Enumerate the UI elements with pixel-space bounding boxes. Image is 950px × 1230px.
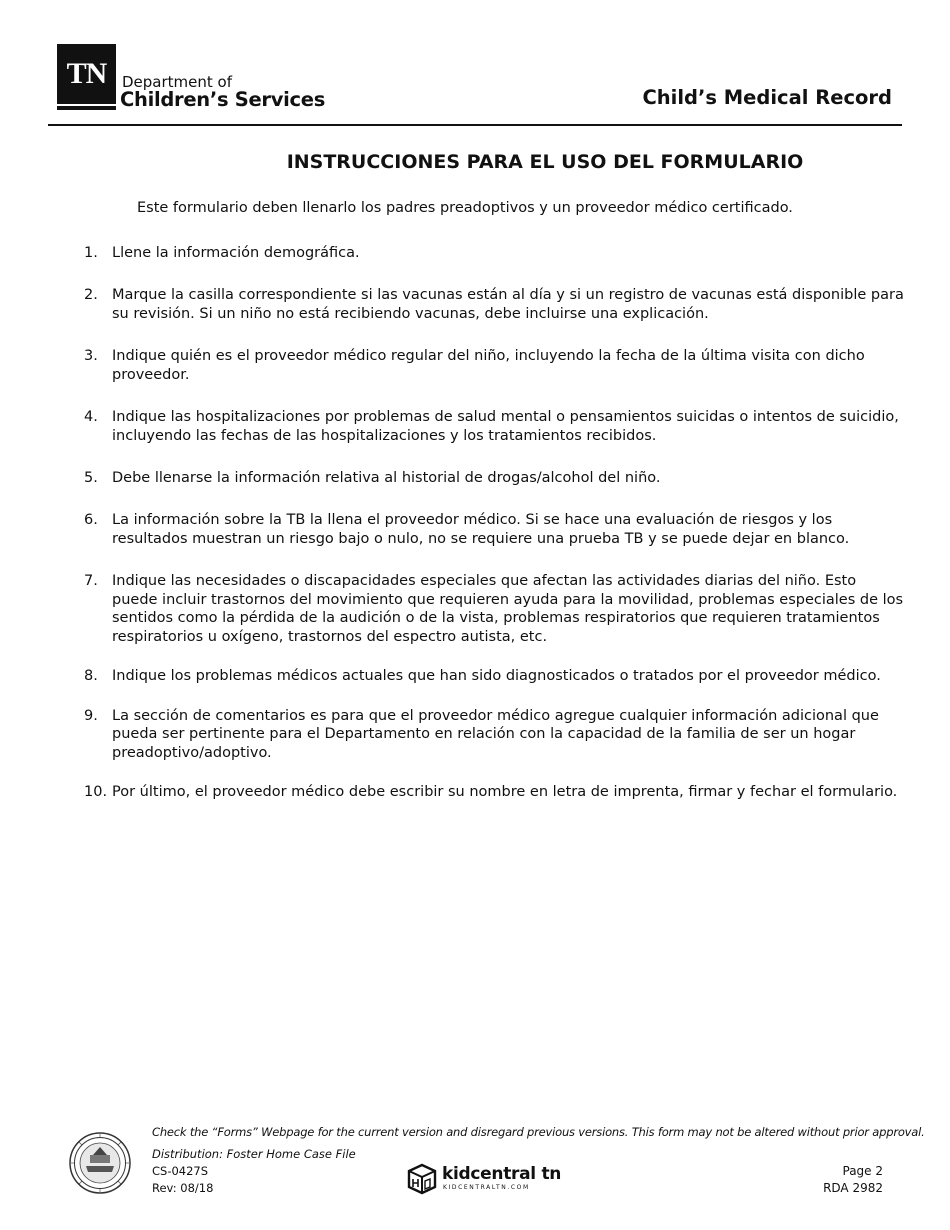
instruction-item [84,408,906,446]
instruction-item [84,469,906,488]
instructions-heading: INSTRUCCIONES PARA EL USO DEL FORMULARIO [286,151,804,173]
instruction-item [84,783,906,802]
department-name-line1: Department of [122,73,232,91]
instructions-list [84,244,906,823]
instruction-text: Indique las hospitalizaciones por problemas de salud mental o pensamientos suicidas o intentos de suicidio, incluyendo las fechas de las hospitalizaciones y los tratamientos recibidos. [112,409,899,444]
tn-logo-mark: TN [57,44,116,104]
instruction-number: 4. [84,409,98,425]
instruction-item [84,707,906,763]
instruction-text: Por último, el proveedor médico debe escribir su nombre en letra de imprenta, firmar y fechar el formulario. [112,784,898,800]
footer-distribution: Distribution: Foster Home Case File [152,1147,356,1161]
instruction-text: Indique los problemas médicos actuales que han sido diagnosticados o tratados por el proveedor médico. [112,668,881,684]
document-title: Child’s Medical Record [642,86,892,109]
instruction-text: Llene la información demográfica. [112,245,360,261]
instruction-number: 7. [84,573,98,589]
instruction-text: Marque la casilla correspondiente si las vacunas están al día y si un registro de vacunas está disponible para su revisión. Si un niño no está recibiendo vacunas, debe incluirse una explicación. [112,287,904,322]
instruction-item [84,511,906,549]
instruction-number: 2. [84,287,98,303]
logo-underline [57,106,116,110]
header-divider [48,124,902,126]
state-seal-icon [69,1132,131,1194]
kidcentral-cube-icon [406,1163,438,1195]
instruction-item [84,244,906,263]
instruction-number: 6. [84,512,98,528]
instruction-item [84,572,906,646]
instruction-number: 3. [84,348,98,364]
department-name-line2: Children’s Services [120,88,326,111]
instruction-text: Indique las necesidades o discapacidades especiales que afectan las actividades diarias del niño. Esto puede incluir trastornos del movimiento que requieren ayuda para la movilidad, problemas especiales de los sentidos como la pérdida de la audición o de la vista, problemas respiratorios que requieren tratamientos respiratorios u oxígeno, trastornos del espectro autista, etc. [112,573,904,645]
kidcentral-logo [406,1163,562,1195]
footer-form-number: CS-0427S [152,1164,209,1178]
instruction-number: 9. [84,707,98,724]
instruction-item [84,286,906,324]
instructions-intro: Este formulario deben llenarlo los padres preadoptivos y un proveedor médico certificado. [137,200,793,216]
instruction-number: 10. [84,784,108,800]
instruction-text: La sección de comentarios es para que el proveedor médico agregue cualquier información adicional que pueda ser pertinente para el Departamento en relación con la capacidad de la familia de ser un hogar preadoptivo/adoptivo. [112,707,879,761]
instruction-number: 1. [84,245,98,261]
instruction-item [84,347,906,385]
instruction-text: Indique quién es el proveedor médico regular del niño, incluyendo la fecha de la última visita con dicho proveedor. [112,348,865,383]
kidcentral-url: KIDCENTRALTN.COM [443,1184,530,1191]
instruction-text: La información sobre la TB la llena el proveedor médico. Si se hace una evaluación de riesgos y los resultados muestran un riesgo bajo o nulo, no se requiere una prueba TB y se puede dejar en blanco. [112,512,850,547]
footer-page-number: Page 2 [842,1164,883,1178]
footer-revision: Rev: 08/18 [152,1181,214,1195]
instruction-number: 5. [84,470,98,486]
instruction-item [84,667,906,686]
footer-forms-notice: Check the “Forms” Webpage for the current version and disregard previous versions. This form may not be altered without prior approval. [152,1125,925,1139]
footer-rda-number: RDA 2982 [823,1181,883,1195]
instruction-text: Debe llenarse la información relativa al historial de drogas/alcohol del niño. [112,470,661,486]
instruction-number: 8. [84,668,98,684]
kidcentral-wordmark: kidcentral tn [442,1164,562,1184]
